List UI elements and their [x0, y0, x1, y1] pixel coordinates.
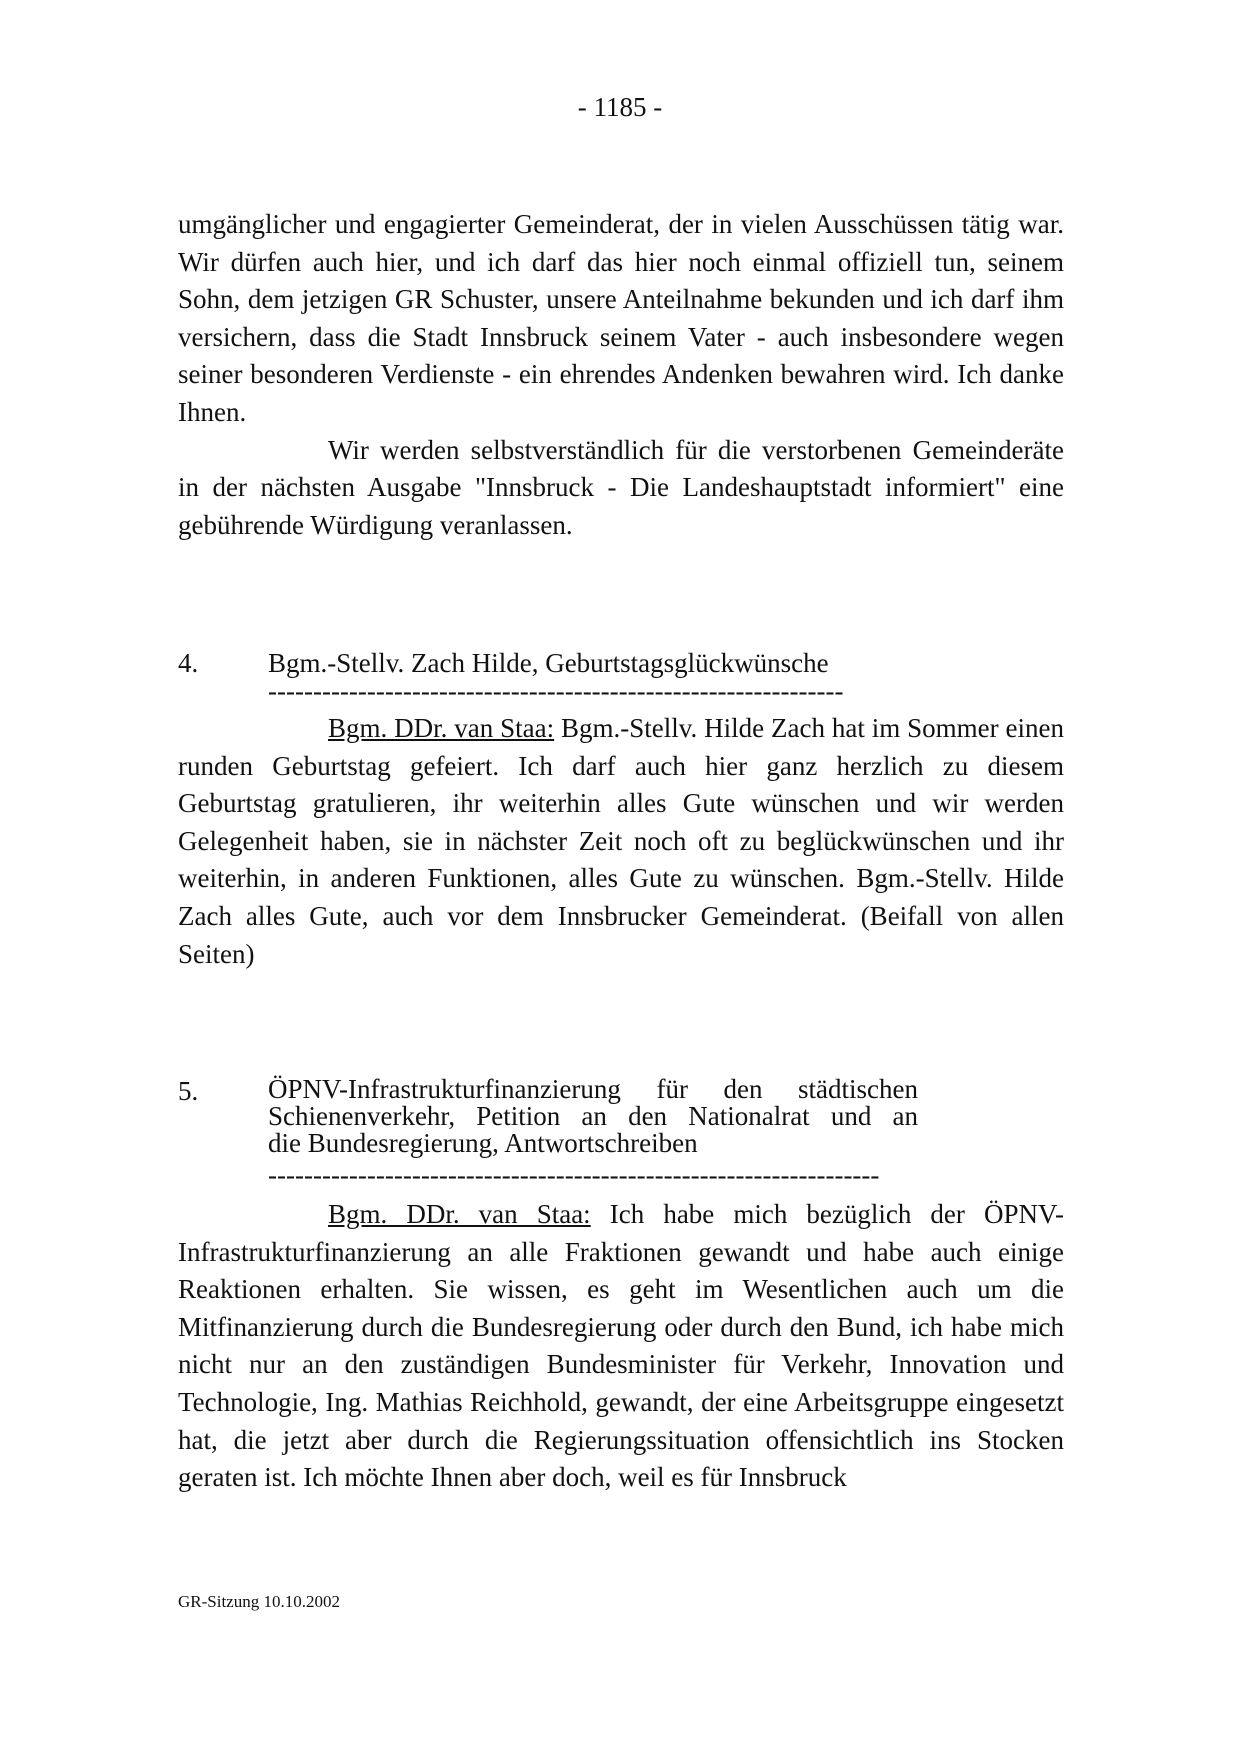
agenda-item-4-title: Bgm.-Stellv. Zach Hilde, Geburtstagsglückwünsche: [268, 648, 829, 678]
intro-paragraph-1: umgänglicher und engagierter Gemeinderat, der in vielen Ausschüssen tätig war. Wir dürfen auch hier, und ich darf das hier noch einmal offiziell tun, seinem Sohn, dem jetzigen GR Schuster, unsere Anteilnahme bekunden und ich darf ihm versichern, dass die Stadt Innsbruck seinem Vater - auch insbesondere wegen seiner besonderen Verdienste - ein ehrendes Andenken bewahren wird. Ich danke Ihnen.: [178, 209, 1064, 427]
agenda-item-5-title-line-2: Schienenverkehr, Petition an den Nationalrat und an: [268, 1101, 918, 1131]
page-number: - 1185 -: [577, 92, 663, 122]
agenda-item-5-number: 5.: [178, 1076, 199, 1106]
intro-section: [178, 206, 1064, 544]
agenda-item-5-paragraph: [178, 1196, 1064, 1497]
footer-session-date: GR-Sitzung 10.10.2002: [178, 1592, 340, 1611]
agenda-item-5-title-line-3: die Bundesregierung, Antwortschreiben: [268, 1128, 698, 1158]
agenda-item-5-body: [178, 1196, 1064, 1497]
agenda-item-4-text: Bgm.-Stellv. Hilde Zach hat im Sommer einen runden Geburtstag gefeiert. Ich darf auch hier ganz herzlich zu diesem Geburtstag gratulieren, ihr weiterhin alles Gute wünschen und wir werden Gelegenheit haben, sie in nächster Zeit noch oft zu beglückwünschen und ihr weiterhin, in anderen Funktionen, alles Gute zu wünschen. Bgm.-Stellv. Hilde Zach alles Gute, auch vor dem Innsbrucker Gemeinderat. (Beifall von allen Seiten): [178, 713, 1064, 969]
agenda-item-5-rule: --------------------------------------------------------------------: [268, 1160, 880, 1190]
agenda-item-5-title: [268, 1076, 918, 1157]
agenda-item-4-rule: ----------------------------------------------------------------: [268, 676, 844, 706]
agenda-item-5-title-line-1: ÖPNV-Infrastrukturfinanzierung für den städtischen: [268, 1074, 918, 1104]
agenda-item-4-paragraph: [178, 710, 1064, 973]
speaker-label: Bgm. DDr. van Staa:: [328, 713, 555, 743]
agenda-item-4-number: 4.: [178, 648, 199, 678]
agenda-item-5-text: Ich habe mich bezüglich der ÖPNV-Infrastrukturfinanzierung an alle Fraktionen gewandt und habe auch einige Reaktionen erhalten. Sie wissen, es geht im Wesentlichen auch um die Mitfinanzierung durch die Bundesregierung oder durch den Bund, ich habe mich nicht nur an den zuständigen Bundesminister für Verkehr, Innovation und Technologie, Ing. Mathias Reichhold, gewandt, der eine Arbeitsgruppe eingesetzt hat, die jetzt aber durch die Regierungssituation offensichtlich ins Stocken geraten ist. Ich möchte Ihnen aber doch, weil es für Innsbruck: [178, 1199, 1065, 1493]
speaker-label: Bgm. DDr. van Staa:: [328, 1199, 591, 1229]
intro-paragraph-2: Wir werden selbstverständlich für die verstorbenen Gemeinderäte in der nächsten Ausgabe "Innsbruck - Die Landeshauptstadt informiert" eine gebührende Würdigung veranlassen.: [178, 434, 1064, 540]
agenda-item-4-body: [178, 710, 1064, 973]
